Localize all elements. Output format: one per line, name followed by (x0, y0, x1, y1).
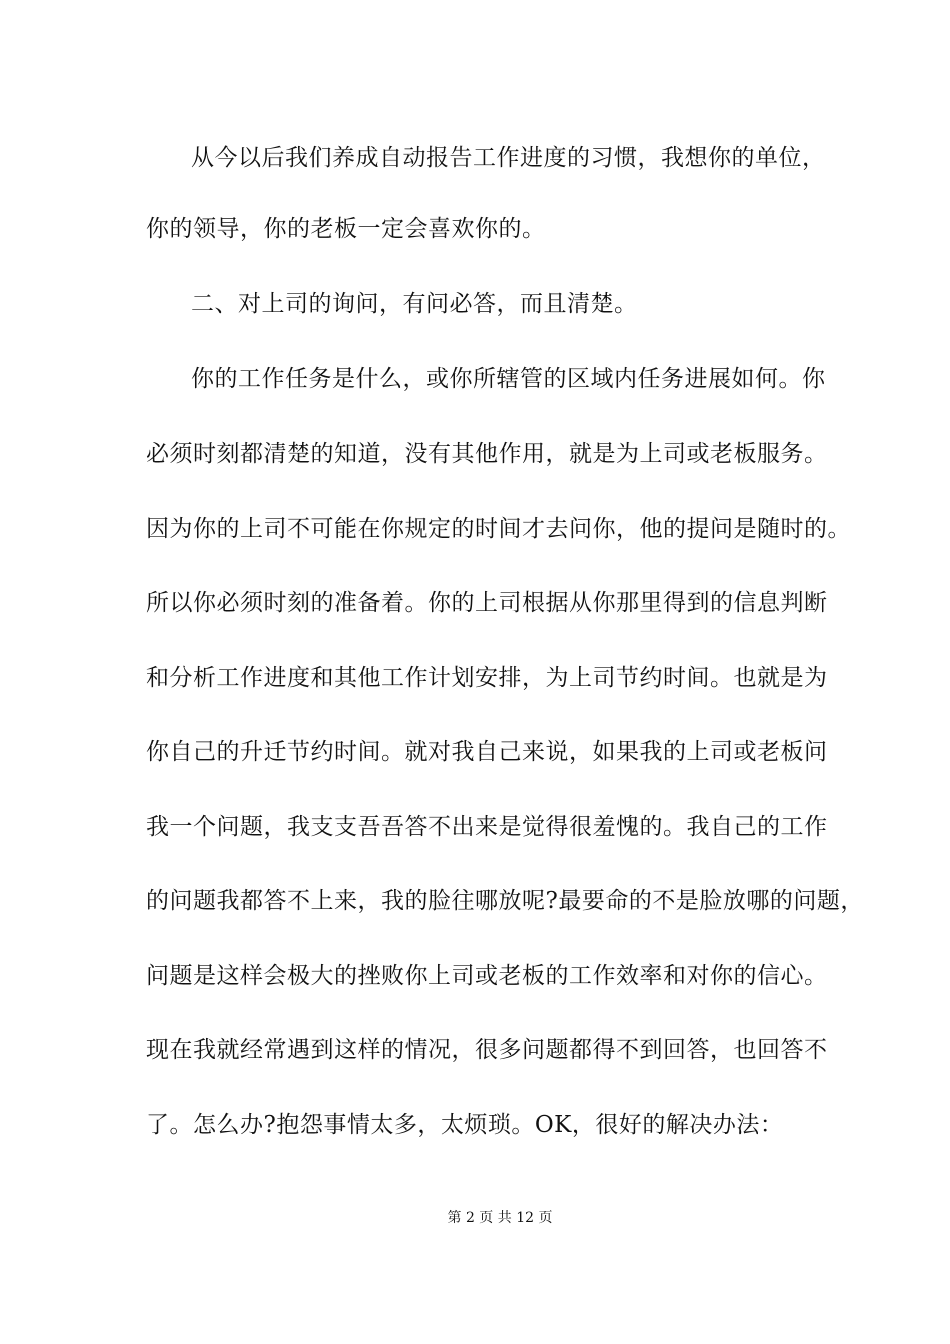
page-number-footer: 第 2 页 共 12 页 (447, 1210, 553, 1226)
text-line-3: 二、对上司的询问，有问必答，而且清楚。 (191, 291, 638, 317)
text-line-12: 问题是这样会极大的挫败你上司或老板的工作效率和对你的信心。 (146, 963, 828, 989)
text-line-10: 我一个问题，我支支吾吾答不出来是觉得很羞愧的。我自己的工作 (146, 814, 828, 840)
text-line-14: 了。怎么办?抱怨事情太多，太烦琐。OK，很好的解决办法： (146, 1112, 784, 1138)
text-line-8: 和分析工作进度和其他工作计划安排，为上司节约时间。也就是为 (146, 665, 828, 691)
text-line-5: 必须时刻都清楚的知道，没有其他作用，就是为上司或老板服务。 (146, 441, 828, 467)
text-line-11: 的问题我都答不上来，我的脸往哪放呢?最要命的不是脸放哪的问题， (146, 888, 864, 914)
text-line-2: 你的领导，你的老板一定会喜欢你的。 (146, 216, 546, 242)
text-line-7: 所以你必须时刻的准备着。你的上司根据从你那里得到的信息判断 (146, 590, 828, 616)
text-line-4: 你的工作任务是什么，或你所辖管的区域内任务进展如何。你 (191, 366, 826, 392)
text-line-1: 从今以后我们养成自动报告工作进度的习惯，我想你的单位， (191, 145, 826, 171)
text-line-6: 因为你的上司不可能在你规定的时间才去问你，他的提问是随时的。 (146, 516, 851, 542)
text-line-13: 现在我就经常遇到这样的情况，很多问题都得不到回答，也回答不 (146, 1037, 828, 1063)
text-line-9: 你自己的升迁节约时间。就对我自己来说，如果我的上司或老板问 (146, 739, 828, 765)
